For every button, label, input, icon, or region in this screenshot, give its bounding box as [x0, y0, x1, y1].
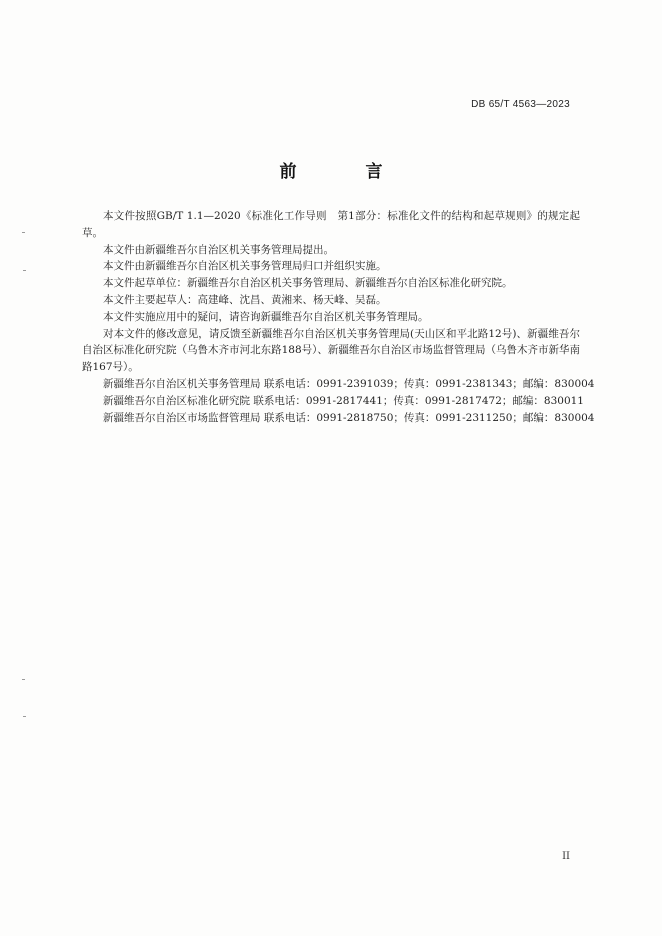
paragraph-drafters: 本文件主要起草人：高建峰、沈昌、黄湘来、杨天峰、吴磊。 — [103, 293, 387, 306]
paragraph-feedback: 对本文件的修改意见，请反馈至新疆维吾尔自治区机关事务管理局(天山区和平北路12号)、新疆维吾尔自治区标准化研究院（乌鲁木齐市河北东路188号）、新疆维吾尔自治区市场监督管理局（乌鲁木齐市新华南路167号）。 — [82, 327, 580, 374]
paragraph-administrator: 本文件由新疆维吾尔自治区机关事务管理局归口并组织实施。 — [103, 260, 387, 273]
contact-line-administration-bureau: 新疆维吾尔自治区机关事务管理局 联系电话：0991-2391039；传真：0991-2381343；邮编：830004 — [103, 377, 595, 390]
page-number: II — [562, 851, 570, 862]
paragraph-drafting-units: 本文件起草单位：新疆维吾尔自治区机关事务管理局、新疆维吾尔自治区标准化研究院。 — [103, 277, 513, 290]
paragraph-inquiries: 本文件实施应用中的疑问，请咨询新疆维吾尔自治区机关事务管理局。 — [103, 310, 429, 323]
contact-line-market-supervision-bureau: 新疆维吾尔自治区市场监督管理局 联系电话：0991-2818750；传真：0991-2311250；邮编：830004 — [103, 411, 595, 424]
scan-mark — [23, 270, 26, 271]
paragraph-proposer: 本文件由新疆维吾尔自治区机关事务管理局提出。 — [103, 243, 334, 256]
foreword-body — [82, 208, 595, 426]
standard-code: DB 65/T 4563—2023 — [471, 99, 570, 110]
scan-mark — [23, 716, 26, 717]
contact-line-standardization-institute: 新疆维吾尔自治区标准化研究院 联系电话：0991-2817441；传真：0991-2817472；邮编：830011 — [103, 394, 584, 407]
scan-mark — [22, 679, 25, 680]
scan-mark — [22, 232, 25, 233]
paragraph-drafting-basis: 本文件按照GB/T 1.1—2020《标准化工作导则 第1部分：标准化文件的结构和起草规则》的规定起草。 — [82, 210, 580, 239]
page-title: 前 言 — [279, 162, 409, 182]
